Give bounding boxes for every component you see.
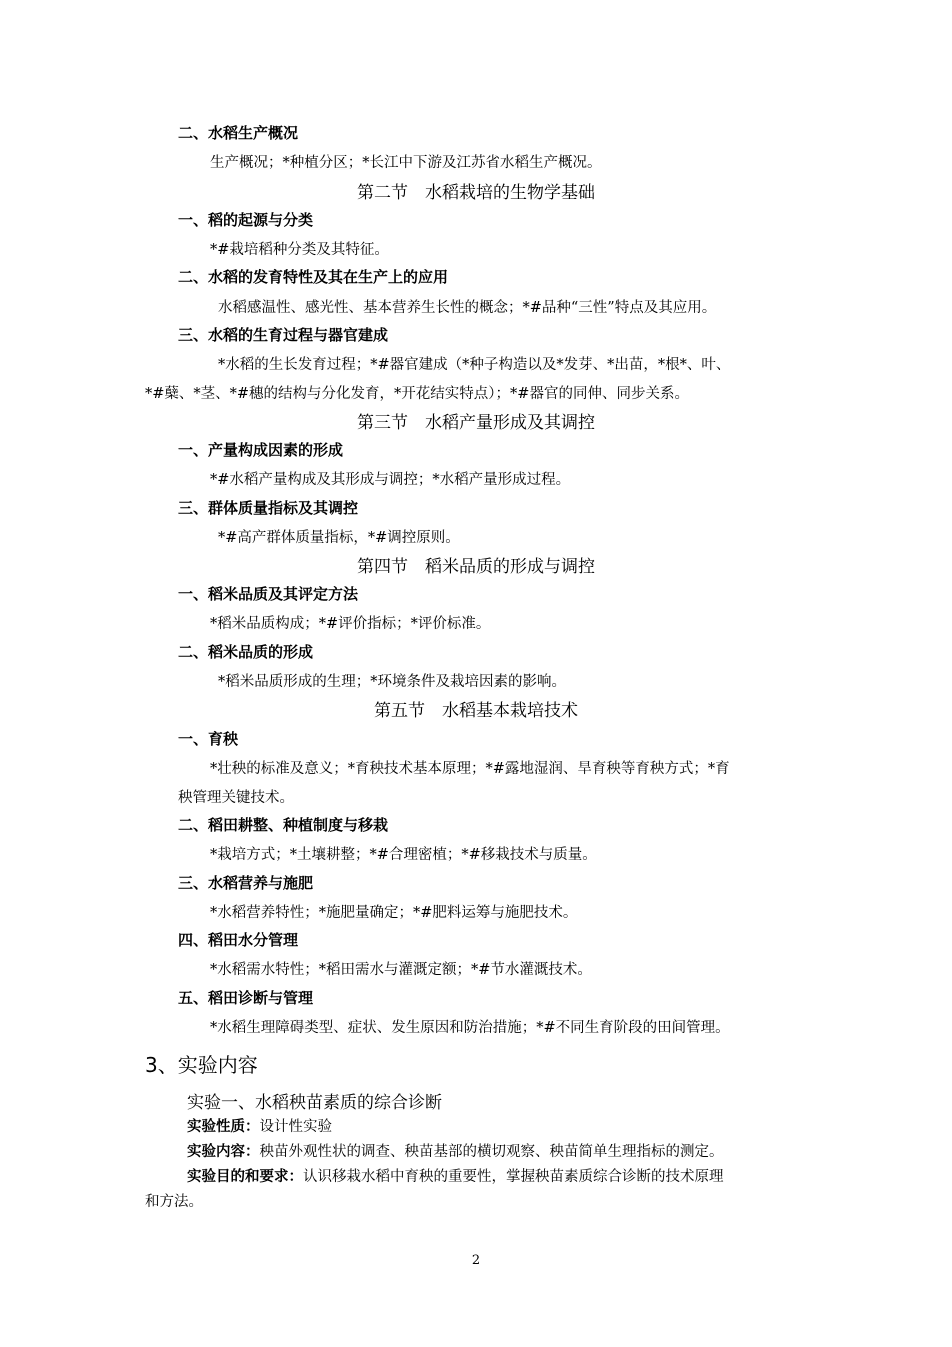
body-text: *稻米品质形成的生理；*环境条件及栽培因素的影响。 — [218, 674, 566, 690]
experiment-title: 实验一、水稻秧苗素质的综合诊断 — [187, 1093, 442, 1113]
body-text: *水稻的生长发育过程；*#器官建成（*种子构造以及*发芽、*出苗，*根*、叶、 — [218, 357, 731, 373]
section-title: 第五节 水稻基本栽培技术 — [374, 701, 578, 721]
subsection-heading: 四、稻田水分管理 — [178, 931, 299, 949]
subsection-heading: 二、稻米品质的形成 — [178, 643, 314, 661]
chapter-heading: 3、实验内容 — [145, 1053, 258, 1077]
experiment-content — [187, 1140, 724, 1161]
body-text: *水稻需水特性；*稻田需水与灌溉定额；*#节水灌溉技术。 — [210, 962, 592, 978]
body-text: *水稻营养特性；*施肥量确定；*#肥料运筹与施肥技术。 — [210, 905, 578, 921]
body-text: 水稻感温性、感光性、基本营养生长性的概念；*#品种“三性”特点及其应用。 — [218, 300, 717, 316]
body-text: *#蘖、*茎、*#穗的结构与分化发育，*开花结实特点）；*#器官的同伸、同步关系。 — [145, 386, 689, 402]
body-text: 秧管理关键技术。 — [178, 790, 294, 806]
subsection-heading: 二、水稻生产概况 — [178, 124, 299, 142]
section-title: 第四节 稻米品质的形成与调控 — [357, 557, 595, 577]
subsection-heading: 三、水稻的生育过程与器官建成 — [178, 326, 389, 344]
section-title: 第三节 水稻产量形成及其调控 — [357, 413, 595, 433]
subsection-heading: 二、水稻的发育特性及其在生产上的应用 — [178, 268, 449, 286]
subsection-heading: 三、水稻营养与施肥 — [178, 874, 314, 892]
body-text: *水稻生理障碍类型、症状、发生原因和防治措施；*#不同生育阶段的田间管理。 — [210, 1020, 730, 1036]
subsection-heading: 二、稻田耕整、种植制度与移栽 — [178, 816, 389, 834]
field-value: 秧苗外观性状的调查、秧苗基部的横切观察、秧苗简单生理指标的测定。 — [259, 1144, 724, 1160]
subsection-heading: 一、育秧 — [178, 730, 239, 748]
page-number: 2 — [471, 1253, 481, 1268]
body-text: 生产概况；*种植分区；*长江中下游及江苏省水稻生产概况。 — [210, 155, 602, 171]
field-label: 实验性质： — [187, 1119, 260, 1135]
body-text: *#栽培稻种分类及其特征。 — [210, 242, 389, 258]
body-text: *稻米品质构成；*#评价指标；*评价标准。 — [210, 616, 491, 632]
field-label: 实验内容： — [187, 1144, 260, 1160]
body-text: *壮秧的标准及意义；*育秧技术基本原理；*#露地湿润、旱育秧等育秧方式；*育 — [210, 761, 730, 777]
experiment-nature — [187, 1115, 332, 1136]
subsection-heading: 一、稻的起源与分类 — [178, 211, 314, 229]
section-title: 第二节 水稻栽培的生物学基础 — [357, 183, 595, 203]
body-text: 和方法。 — [145, 1194, 203, 1210]
body-text: *#高产群体质量指标，*#调控原则。 — [218, 530, 460, 546]
subsection-heading: 一、产量构成因素的形成 — [178, 441, 344, 459]
subsection-heading: 五、稻田诊断与管理 — [178, 989, 314, 1007]
field-label: 实验目的和要求： — [187, 1169, 303, 1185]
subsection-heading: 三、群体质量指标及其调控 — [178, 499, 359, 517]
subsection-heading: 一、稻米品质及其评定方法 — [178, 585, 359, 603]
experiment-purpose — [187, 1165, 724, 1186]
field-value: 认识移栽水稻中育秧的重要性，掌握秧苗素质综合诊断的技术原理 — [303, 1169, 724, 1185]
body-text: *栽培方式；*土壤耕整；*#合理密植；*#移栽技术与质量。 — [210, 847, 597, 863]
field-value: 设计性实验 — [259, 1119, 332, 1135]
body-text: *#水稻产量构成及其形成与调控；*水稻产量形成过程。 — [210, 472, 571, 488]
